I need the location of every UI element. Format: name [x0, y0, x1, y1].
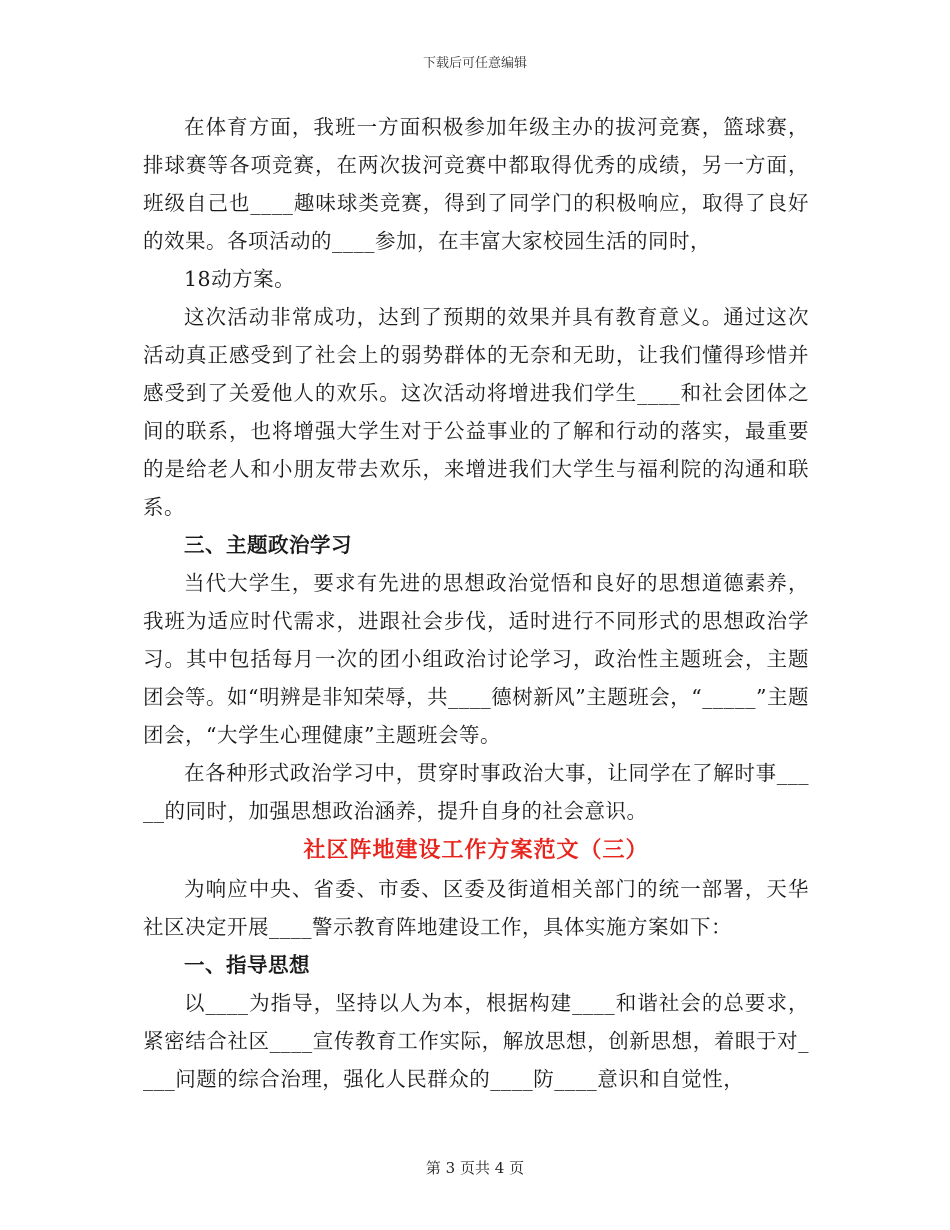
- section-title: 社区阵地建设工作方案范文（三）: [303, 837, 649, 863]
- paragraph-fragment: 18动方案。: [184, 267, 296, 291]
- paragraph-intro: 为响应中央、省委、市委、区委及街道相关部门的统一部署，天华社区决定开展____警示教育阵地建设工作，具体实施方案如下：: [143, 877, 809, 939]
- heading-guiding-ideology: 一、指导思想: [184, 953, 310, 977]
- heading-political-study: 三、主题政治学习: [184, 533, 352, 557]
- paragraph-political-study: 当代大学生，要求有先进的思想政治觉悟和良好的思想道德素养，我班为适应时代需求，进跟社会步伐，适时进行不同形式的思想政治学习。其中包括每月一次的团小组政治讨论学习，政治性主题班会，主题团会等。如“明辨是非知荣辱，共____德树新风”主题班会，“_____”主题团会，“大学生心理健康”主题班会等。: [143, 571, 809, 747]
- paragraph-guiding-ideology: 以____为指导，坚持以人为本，根据构建____和谐社会的总要求，紧密结合社区____宣传教育工作实际，解放思想，创新思想，着眼于对____问题的综合治理，强化人民群众的____防____意识和自觉性，: [143, 991, 809, 1091]
- paragraph-activity-summary: 这次活动非常成功，达到了预期的效果并具有教育意义。通过这次活动真正感受到了社会上的弱势群体的无奈和无助，让我们懂得珍惜并感受到了关爱他人的欢乐。这次活动将增进我们学生____和社会团体之间的联系，也将增强大学生对于公益事业的了解和行动的落实，最重要的是给老人和小朋友带去欢乐，来增进我们大学生与福利院的沟通和联系。: [143, 305, 809, 519]
- paragraph-current-affairs: 在各种形式政治学习中，贯穿时事政治大事，让同学在了解时事_____的同时，加强思想政治涵养，提升自身的社会意识。: [143, 761, 809, 823]
- paragraph-sports: 在体育方面，我班一方面积极参加年级主办的拔河竞赛，篮球赛，排球赛等各项竞赛，在两次拔河竞赛中都取得优秀的成绩，另一方面，班级自己也____趣味球类竞赛，得到了同学门的积极响应，取得了良好的效果。各项活动的____参加，在丰富大家校园生活的同时，: [143, 115, 809, 253]
- document-body: [143, 108, 809, 1098]
- page-footer: 第 3 页共 4 页: [425, 1159, 525, 1177]
- page-header: 下载后可任意编辑: [422, 56, 527, 71]
